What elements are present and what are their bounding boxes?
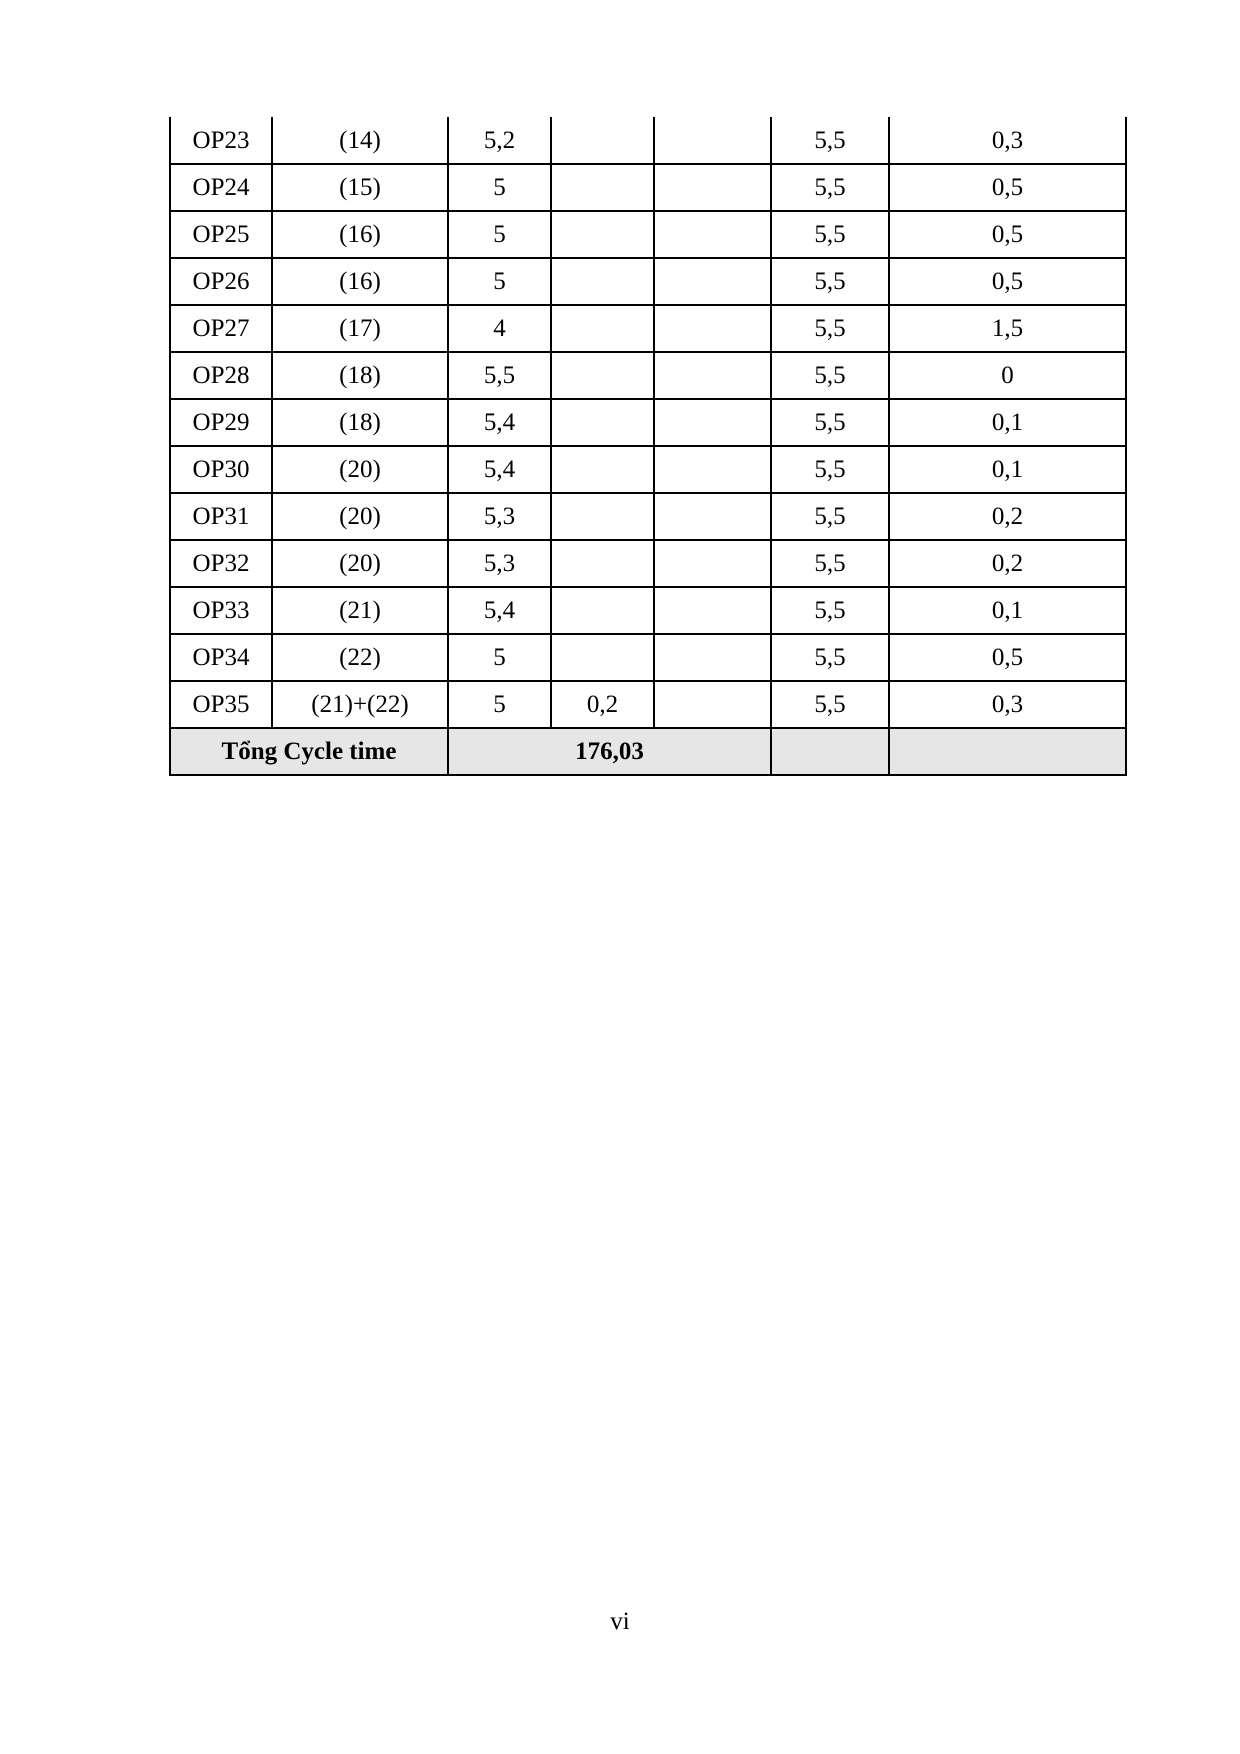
cell-reference: (14)	[272, 117, 448, 164]
cell-col7: 0,5	[889, 258, 1126, 305]
cell-col4	[551, 305, 654, 352]
cell-reference: (20)	[272, 493, 448, 540]
cell-col6: 5,5	[771, 211, 889, 258]
cell-col5	[654, 164, 771, 211]
cell-col3: 5	[448, 258, 551, 305]
cell-col6: 5,5	[771, 399, 889, 446]
cell-col3: 5	[448, 681, 551, 728]
table-body	[170, 117, 1126, 775]
cell-col4	[551, 446, 654, 493]
cell-col6: 5,5	[771, 258, 889, 305]
cell-reference: (18)	[272, 399, 448, 446]
cell-col7: 0,3	[889, 681, 1126, 728]
cell-col7: 0,1	[889, 446, 1126, 493]
cell-col4	[551, 493, 654, 540]
cell-col7: 0,1	[889, 587, 1126, 634]
cell-operation: OP30	[170, 446, 272, 493]
cell-col7: 0,1	[889, 399, 1126, 446]
cell-col4	[551, 258, 654, 305]
total-col6	[771, 728, 889, 775]
cell-reference: (20)	[272, 446, 448, 493]
cell-reference: (16)	[272, 211, 448, 258]
cell-reference: (16)	[272, 258, 448, 305]
cell-col5	[654, 305, 771, 352]
cell-operation: OP23	[170, 117, 272, 164]
cell-col5	[654, 587, 771, 634]
table-row	[170, 211, 1126, 258]
cell-reference: (21)	[272, 587, 448, 634]
cell-reference: (21)+(22)	[272, 681, 448, 728]
cell-col3: 5,3	[448, 493, 551, 540]
cell-col3: 5,4	[448, 446, 551, 493]
cell-reference: (15)	[272, 164, 448, 211]
cell-col4	[551, 211, 654, 258]
cell-col5	[654, 446, 771, 493]
cell-operation: OP28	[170, 352, 272, 399]
cell-col6: 5,5	[771, 587, 889, 634]
cell-col7: 1,5	[889, 305, 1126, 352]
cell-col7: 0,2	[889, 540, 1126, 587]
cell-col5	[654, 540, 771, 587]
cell-col4: 0,2	[551, 681, 654, 728]
cell-col5	[654, 211, 771, 258]
cell-operation: OP29	[170, 399, 272, 446]
cell-col7: 0,5	[889, 634, 1126, 681]
cell-col7: 0,5	[889, 211, 1126, 258]
cell-col3: 4	[448, 305, 551, 352]
cell-col6: 5,5	[771, 352, 889, 399]
table-row	[170, 258, 1126, 305]
cell-operation: OP31	[170, 493, 272, 540]
total-row	[170, 728, 1126, 775]
cell-operation: OP25	[170, 211, 272, 258]
cell-col3: 5	[448, 164, 551, 211]
table-row	[170, 540, 1126, 587]
cell-col5	[654, 258, 771, 305]
cell-reference: (17)	[272, 305, 448, 352]
cell-col6: 5,5	[771, 164, 889, 211]
cell-col7: 0,2	[889, 493, 1126, 540]
table-row	[170, 634, 1126, 681]
table-row	[170, 399, 1126, 446]
cell-col3: 5,5	[448, 352, 551, 399]
cell-col5	[654, 681, 771, 728]
cell-reference: (22)	[272, 634, 448, 681]
table-row	[170, 164, 1126, 211]
total-value: 176,03	[448, 728, 771, 775]
cell-col6: 5,5	[771, 540, 889, 587]
cell-operation: OP35	[170, 681, 272, 728]
cell-col5	[654, 352, 771, 399]
cell-operation: OP27	[170, 305, 272, 352]
cell-col5	[654, 493, 771, 540]
cell-col5	[654, 399, 771, 446]
cell-col6: 5,5	[771, 493, 889, 540]
cell-col7: 0,5	[889, 164, 1126, 211]
cell-col3: 5,3	[448, 540, 551, 587]
cell-col3: 5,2	[448, 117, 551, 164]
cell-col7: 0,3	[889, 117, 1126, 164]
cell-col3: 5,4	[448, 399, 551, 446]
cell-col4	[551, 164, 654, 211]
cell-col7: 0	[889, 352, 1126, 399]
cell-col3: 5,4	[448, 587, 551, 634]
cell-operation: OP26	[170, 258, 272, 305]
cell-reference: (18)	[272, 352, 448, 399]
cell-reference: (20)	[272, 540, 448, 587]
table-row	[170, 352, 1126, 399]
table-row	[170, 493, 1126, 540]
cell-operation: OP33	[170, 587, 272, 634]
cell-operation: OP32	[170, 540, 272, 587]
table-row	[170, 117, 1126, 164]
cell-operation: OP34	[170, 634, 272, 681]
cell-col4	[551, 540, 654, 587]
cell-col3: 5	[448, 634, 551, 681]
cell-col6: 5,5	[771, 634, 889, 681]
total-col7	[889, 728, 1126, 775]
table-row	[170, 446, 1126, 493]
cell-col4	[551, 117, 654, 164]
cell-col5	[654, 634, 771, 681]
cell-col4	[551, 352, 654, 399]
cell-col4	[551, 399, 654, 446]
page-number: vi	[610, 1608, 630, 1635]
total-label: Tổng Cycle time	[170, 728, 448, 775]
cell-col4	[551, 634, 654, 681]
cell-col6: 5,5	[771, 117, 889, 164]
table-row	[170, 587, 1126, 634]
table-row	[170, 305, 1126, 352]
cell-col4	[551, 587, 654, 634]
cell-col5	[654, 117, 771, 164]
cell-col6: 5,5	[771, 681, 889, 728]
cycle-time-table	[169, 117, 1127, 776]
cell-col6: 5,5	[771, 305, 889, 352]
cell-operation: OP24	[170, 164, 272, 211]
cell-col3: 5	[448, 211, 551, 258]
cell-col6: 5,5	[771, 446, 889, 493]
table-row	[170, 681, 1126, 728]
